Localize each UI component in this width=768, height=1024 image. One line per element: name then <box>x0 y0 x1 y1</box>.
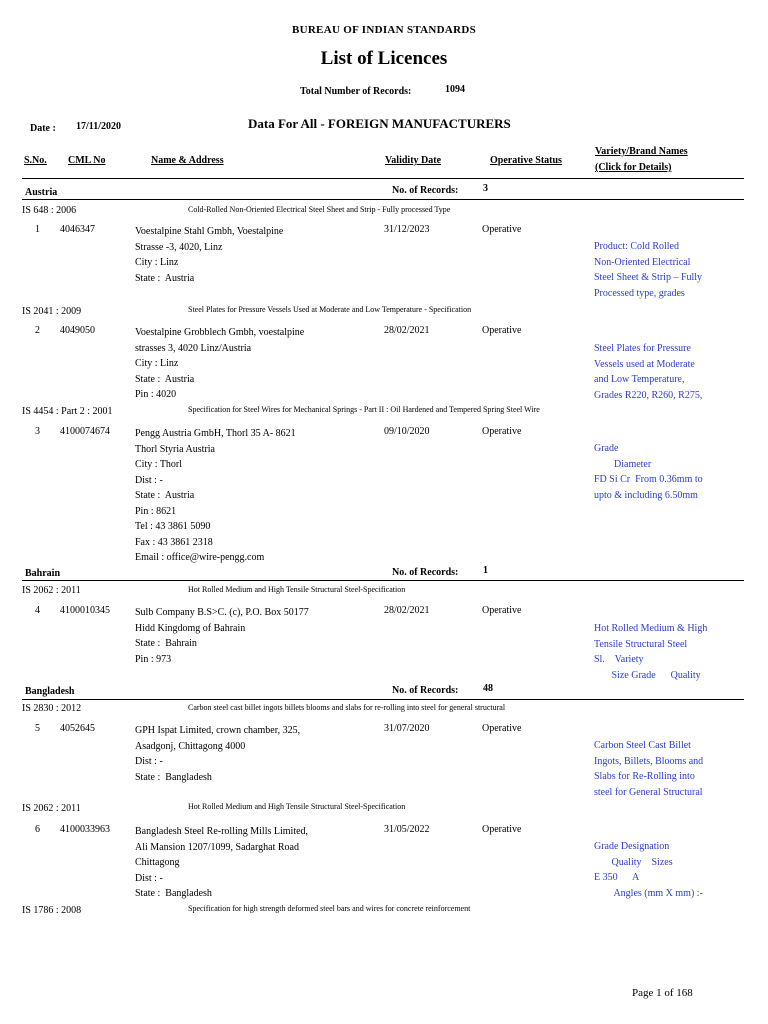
licence-operative-status: Operative <box>482 605 522 616</box>
column-header-cml: CML No <box>68 155 106 166</box>
country-divider <box>22 199 744 200</box>
column-header-validity: Validity Date <box>385 155 442 166</box>
licence-variety-link[interactable]: Product: Cold Rolled Non-Oriented Electrical Steel Sheet & Strip – Fully Processed type, grades <box>594 241 703 299</box>
standard-code: IS 648 : 2006 <box>22 205 77 216</box>
licence-operative-status: Operative <box>482 723 522 734</box>
licence-sno: 3 <box>35 426 40 437</box>
header-divider <box>22 178 744 179</box>
licence-name-address: Bangladesh Steel Re-rolling Mills Limited, Ali Mansion 1207/1099, Sadarghat Road Chittagong Dist : - State : Bangladesh <box>135 826 309 899</box>
standard-code: IS 1786 : 2008 <box>22 905 82 916</box>
licence-sno: 2 <box>35 325 40 336</box>
licence-name-address: Voestalpine Grobblech Gmbh, voestalpine strasses 3, 4020 Linz/Austria City : Linz State : Austria Pin : 4020 <box>135 327 305 400</box>
standard-description: Steel Plates for Pressure Vessels Used at Moderate and Low Temperature - Specification <box>188 305 472 314</box>
licence-validity-date: 31/05/2022 <box>384 824 430 835</box>
column-header-status: Operative Status <box>490 155 562 166</box>
licence-validity-date: 28/02/2021 <box>384 605 430 616</box>
licence-variety-link[interactable]: Grade Designation Quality Sizes E 350 A Angles (mm X mm) :- <box>594 841 703 899</box>
column-header-name-address: Name & Address <box>151 155 224 166</box>
licence-validity-date: 31/12/2023 <box>384 224 430 235</box>
column-header-sno: S.No. <box>24 155 47 166</box>
licence-variety-link[interactable]: Hot Rolled Medium & High Tensile Structural Steel Sl. Variety Size Grade Quality <box>594 623 708 681</box>
licence-validity-date: 28/02/2021 <box>384 325 430 336</box>
country-name: Bangladesh <box>25 686 75 697</box>
records-count: 48 <box>483 683 493 694</box>
date-label: Date : <box>30 123 56 134</box>
licence-name-address: Sulb Company B.S>C. (c), P.O. Box 50177 Hidd Kingdomg of Bahrain State : Bahrain Pin : 973 <box>135 607 309 665</box>
licence-validity-date: 09/10/2020 <box>384 426 430 437</box>
licence-variety-link[interactable]: Carbon Steel Cast Billet Ingots, Billets, Blooms and Slabs for Re-Rolling into steel for General Structural <box>594 740 704 798</box>
standard-description: Hot Rolled Medium and High Tensile Structural Steel-Specification <box>188 585 406 594</box>
standard-code: IS 2041 : 2009 <box>22 306 82 317</box>
column-header-variety[interactable]: Variety/Brand Names <box>595 146 688 157</box>
licence-operative-status: Operative <box>482 824 522 835</box>
licence-name-address: GPH Ispat Limited, crown chamber, 325, Asadgonj, Chittagong 4000 Dist : - State : Bangladesh <box>135 725 301 783</box>
licence-sno: 4 <box>35 605 40 616</box>
total-records-value: 1094 <box>445 84 465 95</box>
country-divider <box>22 580 744 581</box>
data-scope-title: Data For All - FOREIGN MANUFACTURERS <box>248 116 511 131</box>
licence-cml-no: 4100033963 <box>60 824 110 835</box>
standard-code: IS 2062 : 2011 <box>22 585 81 596</box>
records-label: No. of Records: <box>392 185 459 196</box>
standard-description: Specification for Steel Wires for Mechanical Springs - Part II : Oil Hardened and Tempered Spring Steel Wire <box>188 405 540 414</box>
date-value: 17/11/2020 <box>76 121 122 132</box>
licence-cml-no: 4046347 <box>60 224 95 235</box>
standard-description: Cold-Rolled Non-Oriented Electrical Steel Sheet and Strip - Fully processed Type <box>188 205 451 214</box>
standard-code: IS 2062 : 2011 <box>22 803 81 814</box>
total-records-label: Total Number of Records: <box>300 86 412 97</box>
licence-variety-link[interactable]: Grade Diameter FD Si Cr From 0.36mm to upto & including 6.50mm <box>594 443 703 501</box>
licence-name-address: Pengg Austria GmbH, Thorl 35 A- 8621 Thorl Styria Austria City : Thorl Dist : - State : Austria Pin : 8621 Tel : 43 3861 5090 Fax : 43 3861 2318 Email : office@wire-pengg.com <box>135 428 296 563</box>
standard-description: Hot Rolled Medium and High Tensile Structural Steel-Specification <box>188 802 406 811</box>
licence-sno: 5 <box>35 723 40 734</box>
licence-cml-no: 4052645 <box>60 723 95 734</box>
licence-sno: 1 <box>35 224 40 235</box>
page-number: Page 1 of 168 <box>632 987 693 999</box>
standard-code: IS 4454 : Part 2 : 2001 <box>22 406 113 417</box>
licence-variety-link[interactable]: Steel Plates for Pressure Vessels used at Moderate and Low Temperature, Grades R220, R260, R275, <box>594 343 703 401</box>
records-label: No. of Records: <box>392 685 459 696</box>
page-title: List of Licences <box>320 48 448 69</box>
licence-cml-no: 4100010345 <box>60 605 110 616</box>
standard-code: IS 2830 : 2012 <box>22 703 82 714</box>
records-count: 3 <box>483 183 488 194</box>
country-name: Bahrain <box>25 568 61 579</box>
standard-description: Specification for high strength deformed steel bars and wires for concrete reinforcement <box>188 904 471 913</box>
licence-cml-no: 4100074674 <box>60 426 110 437</box>
licence-sno: 6 <box>35 824 40 835</box>
organization-name: BUREAU OF INDIAN STANDARDS <box>291 24 477 36</box>
standard-description: Carbon steel cast billet ingots billets blooms and slabs for re-rolling into steel for general structural <box>188 703 506 712</box>
licence-name-address: Voestalpine Stahl Gmbh, Voestalpine Strasse -3, 4020, Linz City : Linz State : Austria <box>135 226 284 284</box>
licence-cml-no: 4049050 <box>60 325 95 336</box>
column-header-variety-details[interactable]: (Click for Details) <box>595 162 672 173</box>
licence-operative-status: Operative <box>482 426 522 437</box>
records-count: 1 <box>483 565 488 576</box>
licence-validity-date: 31/07/2020 <box>384 723 430 734</box>
licence-operative-status: Operative <box>482 325 522 336</box>
licence-operative-status: Operative <box>482 224 522 235</box>
country-divider <box>22 699 744 700</box>
records-label: No. of Records: <box>392 567 459 578</box>
country-name: Austria <box>25 187 58 198</box>
